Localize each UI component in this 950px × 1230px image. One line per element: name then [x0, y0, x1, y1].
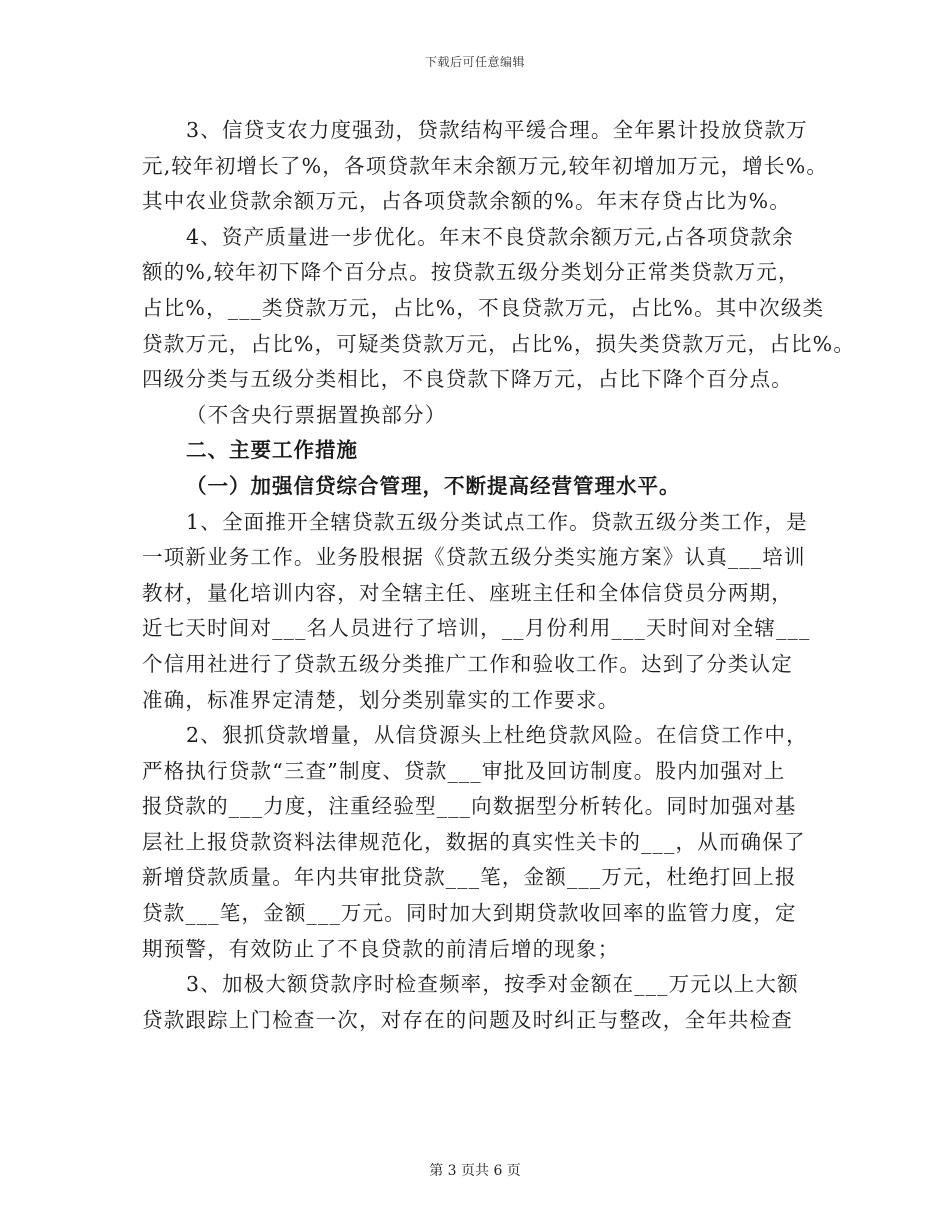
text-line: （不含央行票据置换部分）	[186, 402, 447, 427]
text-line: 近七天时间对___名人员进行了培训，__月份利用___天时间对全辖___	[142, 616, 811, 641]
text-line: 严格执行贷款“三查”制度、贷款___审批及回访制度。股内加强对上	[142, 758, 786, 783]
text-line: 贷款万元，占比%，可疑类贷款万元，占比%，损失类贷款万元，占比%。	[142, 331, 856, 356]
section-heading: 二、主要工作措施	[186, 438, 358, 463]
text-line: 2、狠抓贷款增量，从信贷源头上杜绝贷款风险。在信贷工作中，	[186, 723, 808, 748]
text-line: 占比%，___类贷款万元，占比%，不良贷款万元，占比%。其中次级类	[142, 295, 825, 320]
text-line: 3、加极大额贷款序时检查频率，按季对金额在___万元以上大额	[186, 972, 799, 997]
text-line: 额的%,较年初下降个百分点。按贷款五级分类划分正常类贷款万元，	[142, 260, 800, 285]
text-line: 1、全面推开全辖贷款五级分类试点工作。贷款五级分类工作，是	[186, 509, 808, 534]
text-line: 元,较年初增长了%，各项贷款年末余额万元,较年初增加万元，增长%。	[142, 153, 829, 178]
text-line: 4、资产质量进一步优化。年末不良贷款余额万元,占各项贷款余	[186, 224, 794, 249]
page-header: 下载后可任意编辑	[424, 55, 525, 69]
text-line: 一项新业务工作。业务股根据《贷款五级分类实施方案》认真___培训	[142, 545, 806, 570]
document-body	[142, 113, 856, 1038]
text-line: 报贷款的___力度，注重经验型___向数据型分析转化。同时加强对基	[142, 794, 797, 819]
text-line: 个信用社进行了贷款五级分类推广工作和验收工作。达到了分类认定	[142, 651, 793, 676]
text-line: 贷款___笔，金额___万元。同时加大到期贷款收回率的监管力度，定	[142, 901, 797, 926]
text-line: 新增贷款质量。年内共审批贷款___笔，金额___万元，杜绝打回上报	[142, 865, 797, 890]
text-line: 其中农业贷款余额万元，占各项贷款余额的%。年末存贷占比为%。	[142, 189, 791, 214]
section-heading: （一）加强信贷综合管理，不断提高经营管理水平。	[186, 473, 681, 498]
text-line: 准确，标准界定清楚，划分类别靠实的工作要求。	[142, 687, 620, 712]
text-line: 3、信贷支农力度强劲，贷款结构平缓合理。全年累计投放贷款万	[186, 118, 808, 142]
text-line: 层社上报贷款资料法律规范化，数据的真实性关卡的___，从而确保了	[142, 829, 806, 854]
text-line: 四级分类与五级分类相比，不良贷款下降万元，占比下降个百分点。	[142, 367, 793, 392]
page-footer: 第 3 页共 6 页	[429, 1163, 521, 1179]
text-line: 教材，量化培训内容，对全辖主任、座班主任和全体信贷员分两期，	[142, 580, 793, 605]
text-line: 贷款跟踪上门检查一次，对存在的问题及时纠正与整改，全年共检查	[142, 1007, 793, 1032]
text-line: 期预警，有效防止了不良贷款的前清后增的现象；	[142, 936, 620, 961]
